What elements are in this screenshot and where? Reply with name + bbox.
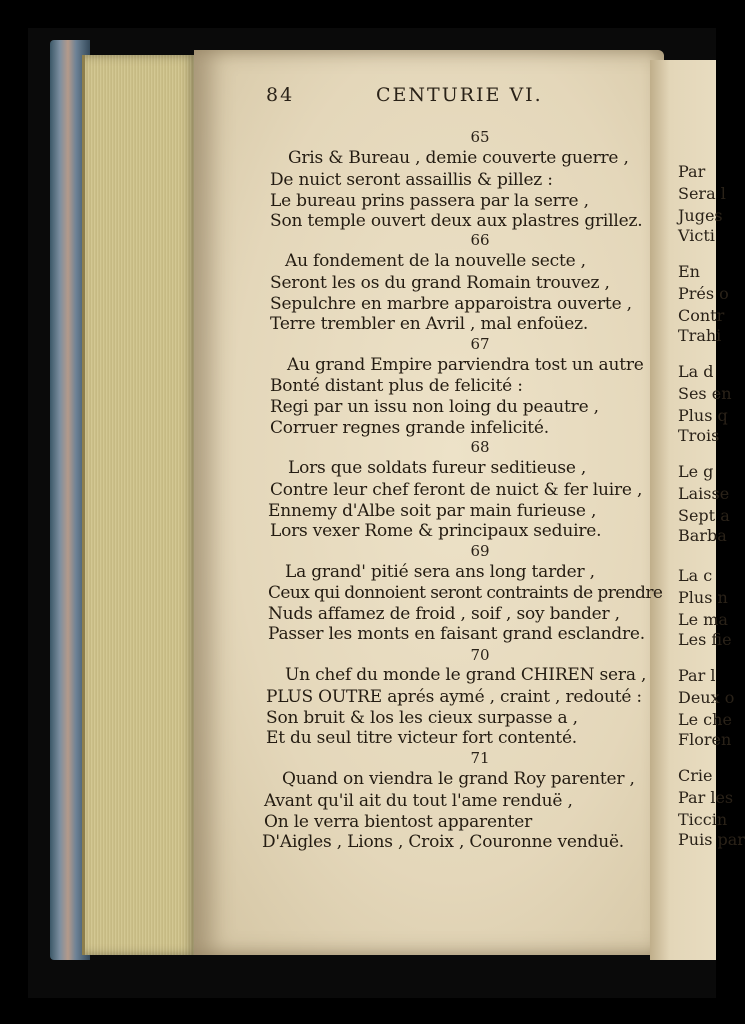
verse-line: Un chef du monde le grand CHIREN sera , xyxy=(285,665,647,685)
right-fragment: Deux o xyxy=(678,688,735,707)
right-fragment: Par l xyxy=(678,666,716,685)
verse-line: Nuds affamez de froid , soif , soy bander , xyxy=(268,604,620,624)
right-fragment: La c xyxy=(678,566,713,585)
verse-line: Au fondement de la nouvelle secte , xyxy=(285,251,586,271)
quatrain-number: 65 xyxy=(470,128,490,146)
right-page xyxy=(650,60,745,960)
right-fragment: Le ma xyxy=(678,610,728,629)
verse-line: Ennemy d'Albe soit par main furieuse , xyxy=(268,501,597,521)
right-fragment: Floren xyxy=(678,730,732,749)
verse-line: Seront les os du grand Romain trouvez , xyxy=(270,273,610,293)
verse-line: D'Aigles , Lions , Croix , Couronne venduë. xyxy=(262,832,625,852)
page-number: 84 xyxy=(266,84,295,106)
verse-line: On le verra bientost apparenter xyxy=(264,812,532,832)
right-fragment: Ses en xyxy=(678,384,732,403)
verse-line: Passer les monts en faisant grand esclandre. xyxy=(268,624,645,644)
right-fragment: Puis par xyxy=(678,830,745,849)
quatrain-number: 68 xyxy=(470,438,490,456)
right-fragment: Le che xyxy=(678,710,732,729)
verse-line: De nuict seront assaillis & pillez : xyxy=(270,170,553,190)
verse-line: Contre leur chef feront de nuict & fer luire , xyxy=(270,480,643,500)
right-fragment: La d xyxy=(678,362,714,381)
right-fragment: En xyxy=(678,262,700,281)
right-fragment: Sera l xyxy=(678,184,726,203)
verse-line: Son temple ouvert deux aux plastres grillez. xyxy=(270,211,643,231)
running-title: CENTURIE VI. xyxy=(376,84,543,106)
right-fragment: Plus q xyxy=(678,406,728,425)
verse-line: Gris & Bureau , demie couverte guerre , xyxy=(288,148,629,168)
verse-line: PLUS OUTRE aprés aymé , craint , redouté : xyxy=(266,687,642,707)
right-fragment: Prés o xyxy=(678,284,729,303)
verse-line: Avant qu'il ait du tout l'ame renduë , xyxy=(264,791,573,811)
right-fragment: Juges xyxy=(678,206,723,225)
verse-line: Terre trembler en Avril , mal enfoüez. xyxy=(270,314,589,334)
verse-line: Lors vexer Rome & principaux seduire. xyxy=(270,521,602,541)
quatrain-number: 67 xyxy=(470,335,490,353)
verse-line: Son bruit & los les cieux surpasse a , xyxy=(266,708,578,728)
right-fragment: Ticcin xyxy=(678,810,728,829)
verse-line: Corruer regnes grande infelicité. xyxy=(270,418,549,438)
right-fragment: Trahi xyxy=(678,326,722,345)
verse-line: Quand on viendra le grand Roy parenter , xyxy=(282,769,635,789)
right-fragment: Trois xyxy=(678,426,720,445)
verse-line: Lors que soldats fureur seditieuse , xyxy=(288,458,587,478)
verse-line: Et du seul titre victeur fort contenté. xyxy=(266,728,578,748)
right-fragment: Par les xyxy=(678,788,734,807)
right-fragment: Le g xyxy=(678,462,714,481)
verse-line: Regi par un issu non loing du peautre , xyxy=(270,397,599,417)
right-fragment: Sept a xyxy=(678,506,730,525)
running-header xyxy=(266,84,586,108)
right-fragment: Barba xyxy=(678,526,727,545)
right-fragment: Les fie xyxy=(678,630,732,649)
verse-line: Ceux qui donnoient seront contraints de prendre xyxy=(268,583,663,603)
right-fragment: Victi xyxy=(678,226,715,245)
verse-line: Au grand Empire parviendra tost un autre xyxy=(287,355,644,375)
right-fragment: Laisse xyxy=(678,484,730,503)
quatrain-number: 70 xyxy=(470,646,490,664)
quatrain-number: 69 xyxy=(470,542,490,560)
quatrain-number: 71 xyxy=(470,749,490,767)
verse-line: La grand' pitié sera ans long tarder , xyxy=(285,562,595,582)
right-fragment: Par xyxy=(678,162,706,181)
verse-line: Bonté distant plus de felicité : xyxy=(270,376,523,396)
verse-line: Le bureau prins passera par la serre , xyxy=(270,191,589,211)
verse-line: Sepulchre en marbre apparoistra ouverte , xyxy=(270,294,632,314)
page-edges xyxy=(82,55,197,955)
quatrain-number: 66 xyxy=(470,231,490,249)
right-fragment: Plus n xyxy=(678,588,728,607)
right-fragment: Contr xyxy=(678,306,725,325)
right-fragment: Crie xyxy=(678,766,713,785)
